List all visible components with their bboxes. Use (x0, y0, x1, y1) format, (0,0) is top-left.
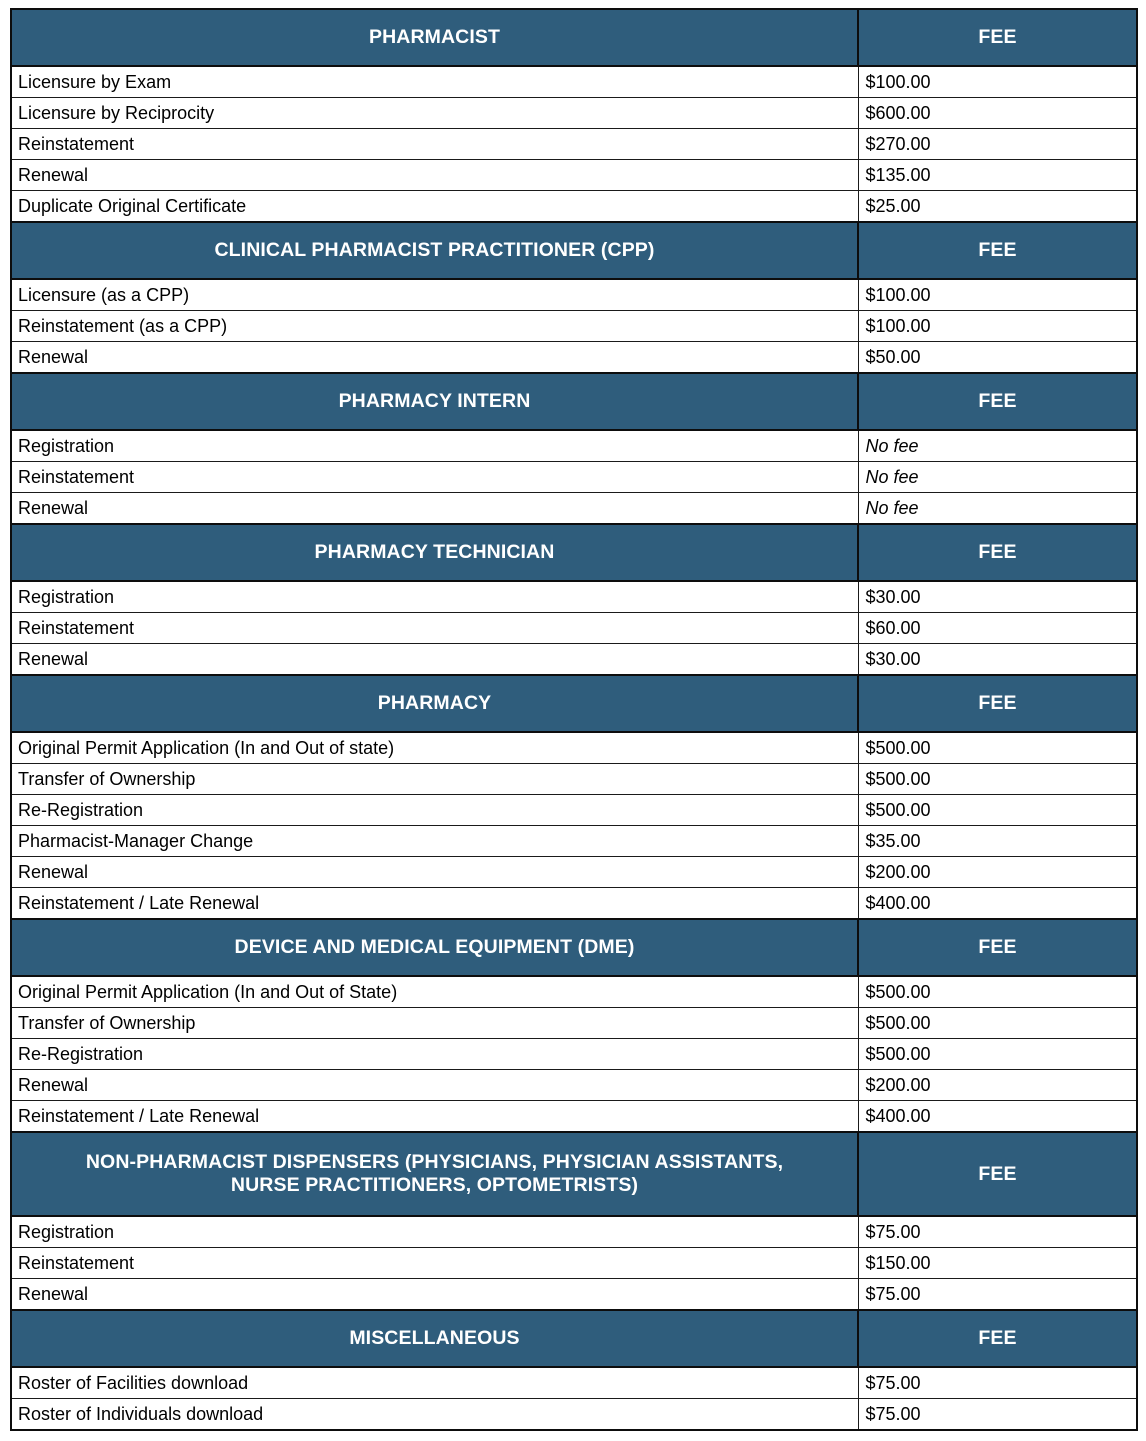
fee-item-label: Renewal (11, 160, 858, 191)
table-row (11, 764, 1137, 795)
section-header-row (11, 1310, 1137, 1367)
fee-amount-value: $30.00 (858, 644, 1137, 676)
fee-item-label: Re-Registration (11, 1039, 858, 1070)
fee-column-header: FEE (858, 1132, 1137, 1216)
table-row (11, 613, 1137, 644)
section-header-title (11, 1310, 858, 1367)
fee-amount-value: $60.00 (858, 613, 1137, 644)
fee-amount-value: $100.00 (858, 279, 1137, 311)
section-header-row (11, 373, 1137, 430)
section-header-title (11, 919, 858, 976)
fee-amount-value: $75.00 (858, 1399, 1137, 1431)
section-header-row (11, 919, 1137, 976)
fee-item-label: Reinstatement (11, 613, 858, 644)
fee-item-label: Original Permit Application (In and Out of State) (11, 976, 858, 1008)
table-row (11, 1039, 1137, 1070)
fee-item-label: Roster of Facilities download (11, 1367, 858, 1399)
section-header-row (11, 675, 1137, 732)
fee-amount-value: $100.00 (858, 311, 1137, 342)
fee-amount-value: $500.00 (858, 976, 1137, 1008)
fee-amount-value: $500.00 (858, 795, 1137, 826)
table-row (11, 1216, 1137, 1248)
section-header-line: PHARMACY TECHNICIAN (314, 541, 555, 563)
fee-item-label: Licensure by Reciprocity (11, 98, 858, 129)
fee-item-label: Reinstatement (11, 129, 858, 160)
fee-amount-value: $270.00 (858, 129, 1137, 160)
fee-item-label: Original Permit Application (In and Out of state) (11, 732, 858, 764)
section-header-line: NON-PHARMACIST DISPENSERS (PHYSICIANS, PHYSICIAN ASSISTANTS, (85, 1151, 784, 1173)
fee-amount-value: $75.00 (858, 1367, 1137, 1399)
table-row (11, 581, 1137, 613)
fee-item-label: Renewal (11, 342, 858, 374)
table-row (11, 1248, 1137, 1279)
fee-item-label: Duplicate Original Certificate (11, 191, 858, 223)
section-header-title (11, 373, 858, 430)
table-row (11, 430, 1137, 462)
table-row (11, 795, 1137, 826)
fee-item-label: Transfer of Ownership (11, 1008, 858, 1039)
fee-amount-value: $75.00 (858, 1279, 1137, 1311)
fee-amount-value: $100.00 (858, 66, 1137, 98)
table-row (11, 493, 1137, 525)
fee-column-header: FEE (858, 1310, 1137, 1367)
fee-amount-value: $30.00 (858, 581, 1137, 613)
fee-item-label: Re-Registration (11, 795, 858, 826)
section-header-row (11, 1132, 1137, 1216)
fee-amount-value: $75.00 (858, 1216, 1137, 1248)
table-row (11, 1008, 1137, 1039)
table-row (11, 66, 1137, 98)
fee-item-label: Renewal (11, 857, 858, 888)
fee-amount-value: No fee (858, 462, 1137, 493)
section-header-line: PHARMACY (377, 692, 492, 714)
fee-column-header: FEE (858, 919, 1137, 976)
table-row (11, 732, 1137, 764)
fee-item-label: Roster of Individuals download (11, 1399, 858, 1431)
fee-item-label: Renewal (11, 493, 858, 525)
table-row (11, 98, 1137, 129)
fee-amount-value: $500.00 (858, 764, 1137, 795)
table-row (11, 888, 1137, 920)
fee-amount-value: $600.00 (858, 98, 1137, 129)
fee-amount-value: $200.00 (858, 857, 1137, 888)
fee-amount-value: $35.00 (858, 826, 1137, 857)
fee-amount-value: $50.00 (858, 342, 1137, 374)
fee-item-label: Reinstatement (11, 1248, 858, 1279)
fee-amount-value: No fee (858, 430, 1137, 462)
table-row (11, 462, 1137, 493)
section-header-row (11, 222, 1137, 279)
table-row (11, 279, 1137, 311)
section-header-line: PHARMACY INTERN (338, 390, 531, 412)
fee-amount-value: $400.00 (858, 888, 1137, 920)
fee-amount-value: $500.00 (858, 1008, 1137, 1039)
fee-amount-value: $500.00 (858, 732, 1137, 764)
fee-column-header: FEE (858, 675, 1137, 732)
fee-item-label: Registration (11, 581, 858, 613)
section-header-line: DEVICE AND MEDICAL EQUIPMENT (DME) (234, 936, 635, 958)
fee-item-label: Transfer of Ownership (11, 764, 858, 795)
table-row (11, 342, 1137, 374)
table-row (11, 160, 1137, 191)
fee-amount-value: $200.00 (858, 1070, 1137, 1101)
table-row (11, 826, 1137, 857)
fee-column-header: FEE (858, 222, 1137, 279)
fee-item-label: Licensure (as a CPP) (11, 279, 858, 311)
fee-item-label: Reinstatement / Late Renewal (11, 888, 858, 920)
section-header-title (11, 524, 858, 581)
fee-schedule-table (10, 8, 1138, 1431)
table-row (11, 1070, 1137, 1101)
fee-item-label: Renewal (11, 644, 858, 676)
fee-item-label: Registration (11, 430, 858, 462)
section-header-title (11, 222, 858, 279)
table-row (11, 1367, 1137, 1399)
fee-amount-value: $400.00 (858, 1101, 1137, 1133)
fee-column-header: FEE (858, 524, 1137, 581)
fee-item-label: Reinstatement / Late Renewal (11, 1101, 858, 1133)
fee-amount-value: $135.00 (858, 160, 1137, 191)
table-row (11, 857, 1137, 888)
section-header-line: NURSE PRACTITIONERS, OPTOMETRISTS) (230, 1174, 639, 1196)
fee-column-header: FEE (858, 9, 1137, 66)
fee-amount-value: No fee (858, 493, 1137, 525)
fee-schedule-body (11, 9, 1137, 1430)
fee-item-label: Reinstatement (11, 462, 858, 493)
fee-item-label: Registration (11, 1216, 858, 1248)
fee-item-label: Pharmacist-Manager Change (11, 826, 858, 857)
table-row (11, 1101, 1137, 1133)
table-row (11, 1279, 1137, 1311)
section-header-title (11, 1132, 858, 1216)
table-row (11, 191, 1137, 223)
fee-item-label: Renewal (11, 1279, 858, 1311)
section-header-row (11, 524, 1137, 581)
table-row (11, 129, 1137, 160)
fee-amount-value: $25.00 (858, 191, 1137, 223)
section-header-title (11, 9, 858, 66)
table-row (11, 976, 1137, 1008)
table-row (11, 311, 1137, 342)
section-header-line: CLINICAL PHARMACIST PRACTITIONER (CPP) (214, 239, 655, 261)
fee-amount-value: $500.00 (858, 1039, 1137, 1070)
fee-item-label: Renewal (11, 1070, 858, 1101)
section-header-title (11, 675, 858, 732)
table-row (11, 1399, 1137, 1431)
section-header-row (11, 9, 1137, 66)
fee-item-label: Licensure by Exam (11, 66, 858, 98)
section-header-line: PHARMACIST (369, 26, 500, 48)
fee-item-label: Reinstatement (as a CPP) (11, 311, 858, 342)
fee-amount-value: $150.00 (858, 1248, 1137, 1279)
fee-column-header: FEE (858, 373, 1137, 430)
table-row (11, 644, 1137, 676)
section-header-line: MISCELLANEOUS (349, 1327, 520, 1349)
